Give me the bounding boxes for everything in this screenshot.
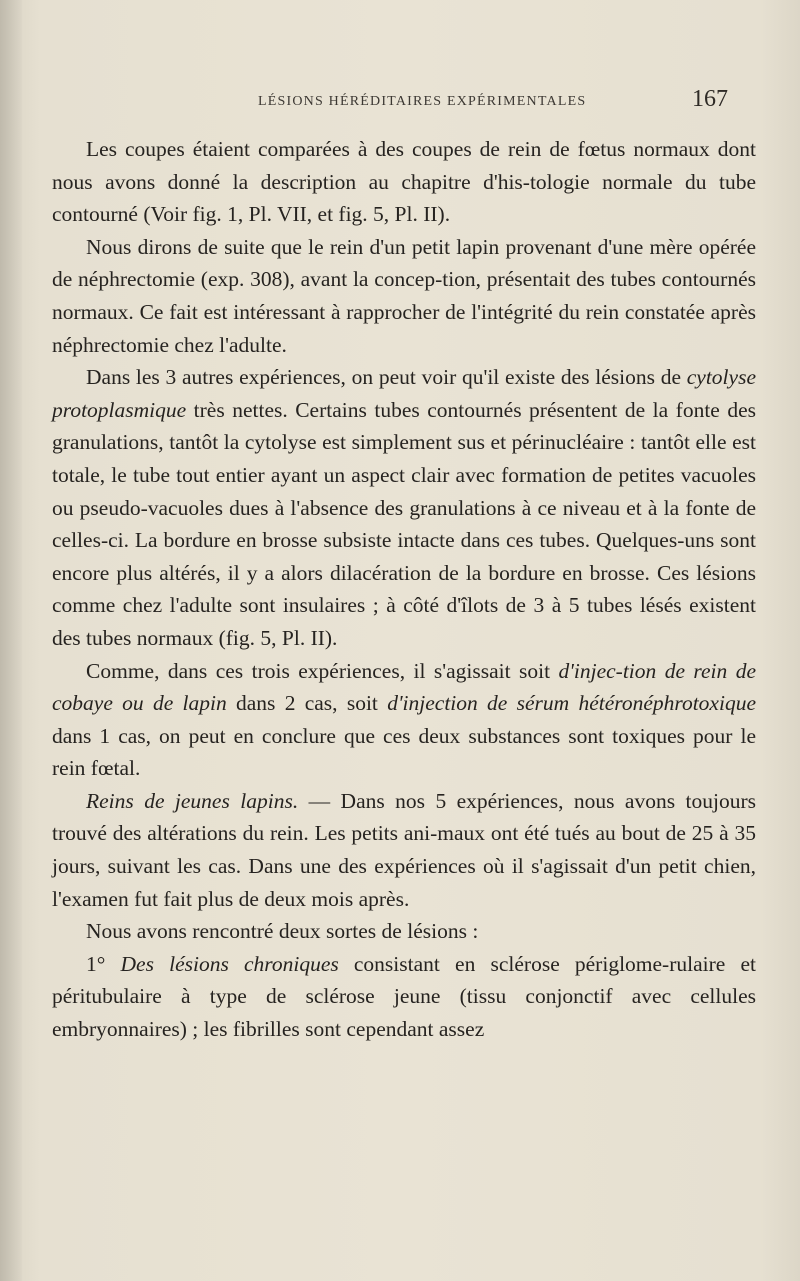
page-gutter-shadow [0, 0, 22, 1281]
paragraph [52, 948, 756, 1046]
running-head: LÉSIONS HÉRÉDITAIRES EXPÉRIMENTALES [258, 94, 587, 109]
paragraph [52, 655, 756, 785]
page-number: 167 [692, 86, 728, 112]
text-run: dans 2 cas, soit [226, 691, 388, 716]
text-run: Dans les 3 autres expériences, on peut voir qu'il existe des lésions de [86, 365, 687, 390]
italic-phrase: cytolyse protoplasmique [52, 365, 756, 422]
paragraph [52, 915, 756, 948]
text-run: Nous avons rencontré deux sortes de lésions : [86, 919, 479, 944]
text-run: consistant en sclérose périglome-rulaire et péritubulaire à type de sclérose jeune (tissu conjonctif avec cellules embryonnaires) ; les fibrilles sont cependant assez [52, 951, 756, 1042]
text-run: Nous dirons de suite que le rein d'un petit lapin provenant d'une mère opérée de néphrectomie (exp. 308), avant la concep-tion, présentait des tubes contournés normaux. Ce fait est intéressant à rapprocher de l'intégrité du rein constatée après néphrectomie chez l'adulte. [52, 234, 756, 357]
italic-phrase: Reins de jeunes lapins. [86, 788, 299, 813]
text-run: — Dans nos 5 expériences, nous avons toujours trouvé des altérations du rein. Les petits ani-maux ont été tués au bout de 25 à 35 jours, suivant les cas. Dans une des expériences où il s'agissait d'un petit chien, l'examen fut fait plus de deux mois après. [52, 788, 756, 911]
italic-phrase: d'injec-tion de rein de cobaye ou de lapin [52, 658, 756, 716]
text-run: dans 1 cas, on peut en conclure que ces deux substances sont toxiques pour le rein fœtal. [52, 723, 756, 781]
text-run: Les coupes étaient comparées à des coupes de rein de fœtus normaux dont nous avons donné la description au chapitre d'his-tologie normale du tube contourné (Voir fig. 1, Pl. VII, et fig. 5, Pl. II). [52, 137, 756, 227]
paragraph [52, 785, 756, 915]
paragraph [52, 133, 756, 231]
italic-phrase: d'injection de sérum hétéronéphrotoxique [387, 691, 756, 716]
text-run: très nettes. Certains tubes contournés présentent de la fonte des granulations, tantôt la cytolyse est simplement sus et périnucléaire : tantôt elle est totale, le tube tout entier ayant un aspect clair avec formation de petites vacuoles ou pseudo-vacuoles dues à l'absence des granulations à ce niveau et à la fonte de celles-ci. La bordure en brosse subsiste intacte dans ces tubes. Quelques-uns sont encore plus altérés, il y a alors dilacération de la bordure en brosse. Ces lésions comme chez l'adulte sont insulaires ; à côté d'îlots de 3 à 5 tubes lésés existent des tubes normaux (fig. 5, Pl. II). [52, 397, 756, 650]
body-text [52, 133, 756, 1046]
text-run: Comme, dans ces trois expériences, il s'agissait soit [86, 658, 559, 683]
paragraph [52, 361, 756, 654]
italic-phrase: Des lésions chroniques [120, 951, 339, 976]
paragraph [52, 231, 756, 361]
text-run: 1° [86, 951, 121, 976]
